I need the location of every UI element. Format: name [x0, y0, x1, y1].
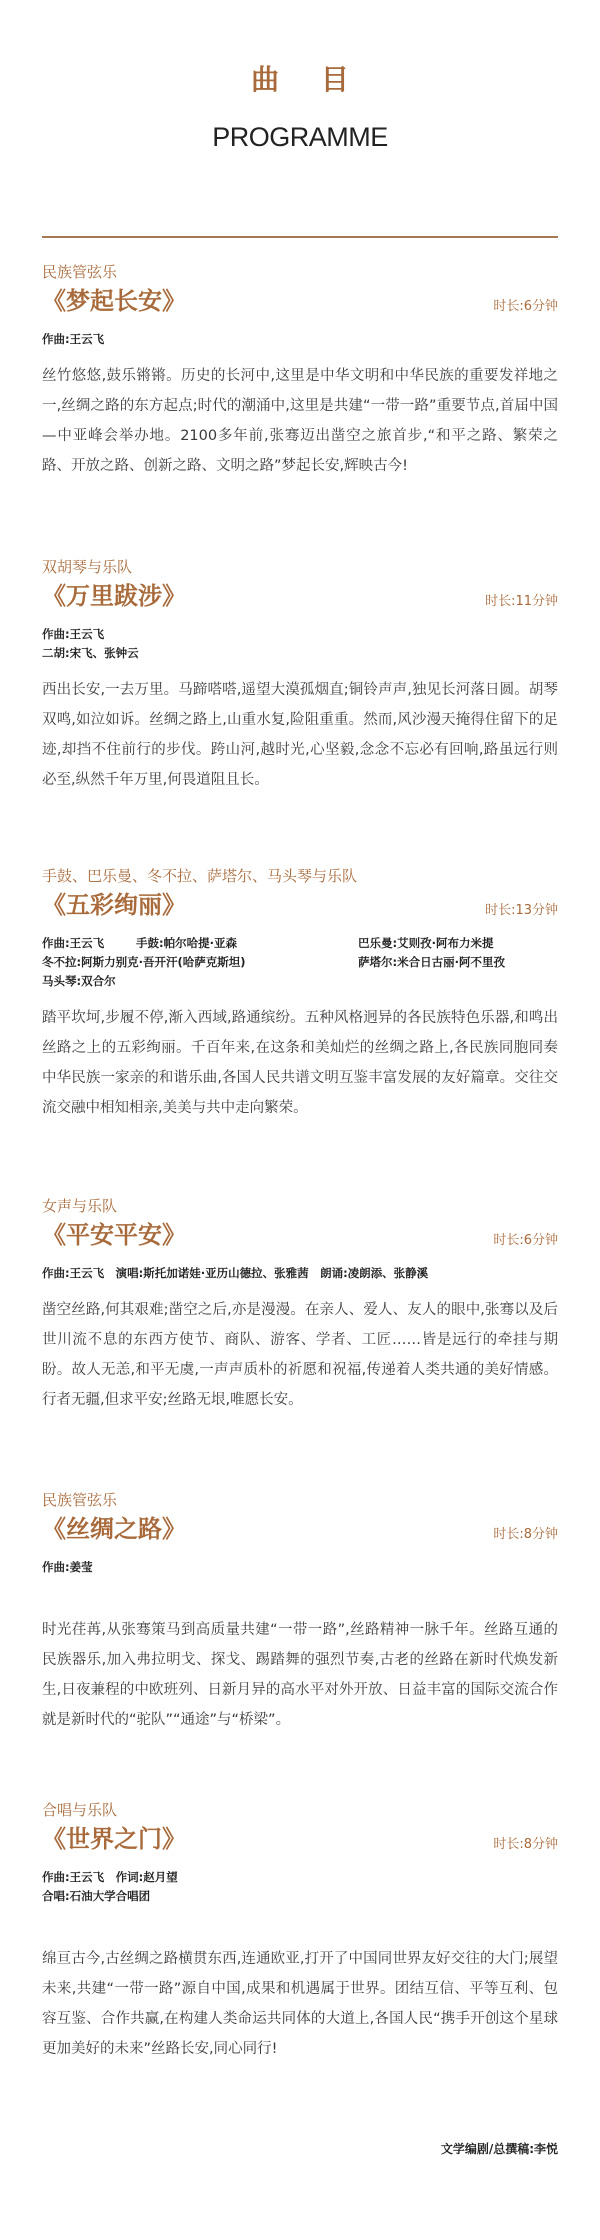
piece-credits	[42, 330, 558, 349]
piece-description: 丝竹悠悠,鼓乐锵锵。历史的长河中,这里是中华文明和中华民族的重要发祥地之一,丝绸之路的东方起点;时代的潮涌中,这里是共建“一带一路”重要节点,首届中国—中亚峰会举办地。2100多年前,张骞迈出凿空之旅首步,“和平之路、繁荣之路、开放之路、创新之路、文明之路”梦起长安,辉映古今!	[42, 368, 558, 474]
credit-line: 作曲:王云飞	[42, 627, 105, 641]
credit-line: 合唱:石油大学合唱团	[42, 1889, 151, 1903]
piece-title: 《万里跋涉》	[42, 582, 186, 610]
spacer	[42, 1577, 558, 1603]
credit-line: 二胡:宋飞、张钟云	[42, 646, 139, 660]
piece-title: 《丝绸之路》	[42, 1515, 186, 1543]
piece-duration: 时长:8分钟	[493, 1837, 558, 1852]
programme-item-5	[42, 1490, 558, 1735]
credit-matouqin: 马头琴:双合尔	[42, 974, 116, 988]
credit-satar: 萨塔尔:米合日古丽·阿不里孜	[358, 955, 505, 969]
piece-description: 踏平坎坷,步履不停,渐入西域,路通缤纷。五种风格迥异的各民族特色乐器,和鸣出丝路之上的五彩绚丽。千百年来,在这条和美灿烂的丝绸之路上,各民族同胞同奏中华民族一家亲的和谐乐曲,各国人民共谱文明互鉴丰富发展的友好篇章。交往交流交融中相知相亲,美美与共中走向繁荣。	[42, 1010, 558, 1116]
piece-duration: 时长:11分钟	[485, 594, 558, 609]
header-divider	[42, 236, 558, 238]
piece-duration: 时长:8分钟	[493, 1527, 558, 1542]
piece-genre: 民族管弦乐	[42, 263, 118, 281]
piece-description: 西出长安,一去万里。马蹄嗒嗒,遥望大漠孤烟直;铜铃声声,独见长河落日圆。胡琴双鸣,如泣如诉。丝绸之路上,山重水复,险阻重重。然而,风沙漫天掩得住留下的足迹,却挡不住前行的步伐。跨山河,越时光,心坚毅,念念不忘必有回响,路虽远行则必至,纵然千年万里,何畏道阻且长。	[42, 682, 558, 788]
piece-credits	[42, 1264, 558, 1283]
piece-genre: 女声与乐队	[42, 1197, 118, 1215]
piece-title: 《梦起长安》	[42, 287, 186, 315]
credit-balaman: 巴乐曼:艾则孜·阿布力米提	[358, 936, 494, 950]
piece-description: 绵亘古今,古丝绸之路横贯东西,连通欧亚,打开了中国同世界友好交往的大门;展望未来,共建“一带一路”源自中国,成果和机遇属于世界。团结互信、平等互利、包容互鉴、合作共赢,在构建人类命运共同体的大道上,各国人民“携手开创这个星球更加美好的未来”丝路长安,同心同行!	[42, 1951, 558, 2057]
spacer	[42, 1906, 558, 1932]
credit-line: 作曲:王云飞 演唱:斯托加诺娃·亚历山德拉、张雅茜 朗诵:凌朗添、张静溪	[42, 1266, 429, 1280]
piece-duration: 时长:13分钟	[485, 903, 558, 918]
piece-credits	[42, 625, 558, 663]
programme-item-2	[42, 557, 558, 795]
page-subtitle: PROGRAMME	[212, 122, 388, 152]
piece-genre: 手鼓、巴乐曼、冬不拉、萨塔尔、马头琴与乐队	[42, 867, 358, 885]
credit-drum: 手鼓:帕尔哈提·亚森	[136, 936, 237, 950]
credit-line: 作曲:王云飞	[42, 332, 105, 346]
piece-genre: 双胡琴与乐队	[42, 558, 133, 576]
piece-credits	[42, 934, 558, 991]
piece-description: 凿空丝路,何其艰难;凿空之后,亦是漫漫。在亲人、爱人、友人的眼中,张骞以及后世川流不息的东西方使节、商队、游客、学者、工匠……皆是远行的牵挂与期盼。故人无恙,和平无虞,一声声质朴的祈愿和祝福,传递着人类共通的美好情感。行者无疆,但求平安;丝路无垠,唯愿长安。	[42, 1302, 558, 1408]
piece-title: 《世界之门》	[42, 1825, 186, 1853]
programme-item-4	[42, 1196, 558, 1415]
piece-genre: 合唱与乐队	[42, 1801, 118, 1819]
piece-credits	[42, 1558, 558, 1577]
credit-composer: 作曲:王云飞	[42, 936, 105, 950]
credit-line: 作曲:姜莹	[42, 1560, 93, 1574]
programme-item-3	[42, 866, 558, 1123]
editor-credit: 文学编剧/总撰稿:李悦	[440, 2142, 558, 2156]
programme-item-1	[42, 262, 558, 481]
piece-description: 时光荏苒,从张骞策马到高质量共建“一带一路”,丝路精神一脉千年。丝路互通的民族器乐,加入弗拉明戈、探戈、踢踏舞的强烈节奏,古老的丝路在新时代焕发新生,日夜兼程的中欧班列、日新月异的高水平对外开放、日益丰富的国际交流合作就是新时代的“驼队”“通途”与“桥梁”。	[42, 1622, 558, 1728]
piece-credits	[42, 1868, 558, 1906]
piece-genre: 民族管弦乐	[42, 1491, 118, 1509]
piece-duration: 时长:6分钟	[493, 1233, 558, 1248]
credit-dombra: 冬不拉:阿斯力别克·吾开汗(哈萨克斯坦)	[42, 955, 246, 969]
programme-item-6	[42, 1800, 558, 2064]
page-title: 曲 目	[251, 63, 365, 96]
piece-title: 《平安平安》	[42, 1221, 186, 1249]
piece-duration: 时长:6分钟	[493, 299, 558, 314]
credit-line: 作曲:王云飞 作词:赵月望	[42, 1870, 178, 1884]
piece-title: 《五彩绚丽》	[42, 891, 186, 919]
